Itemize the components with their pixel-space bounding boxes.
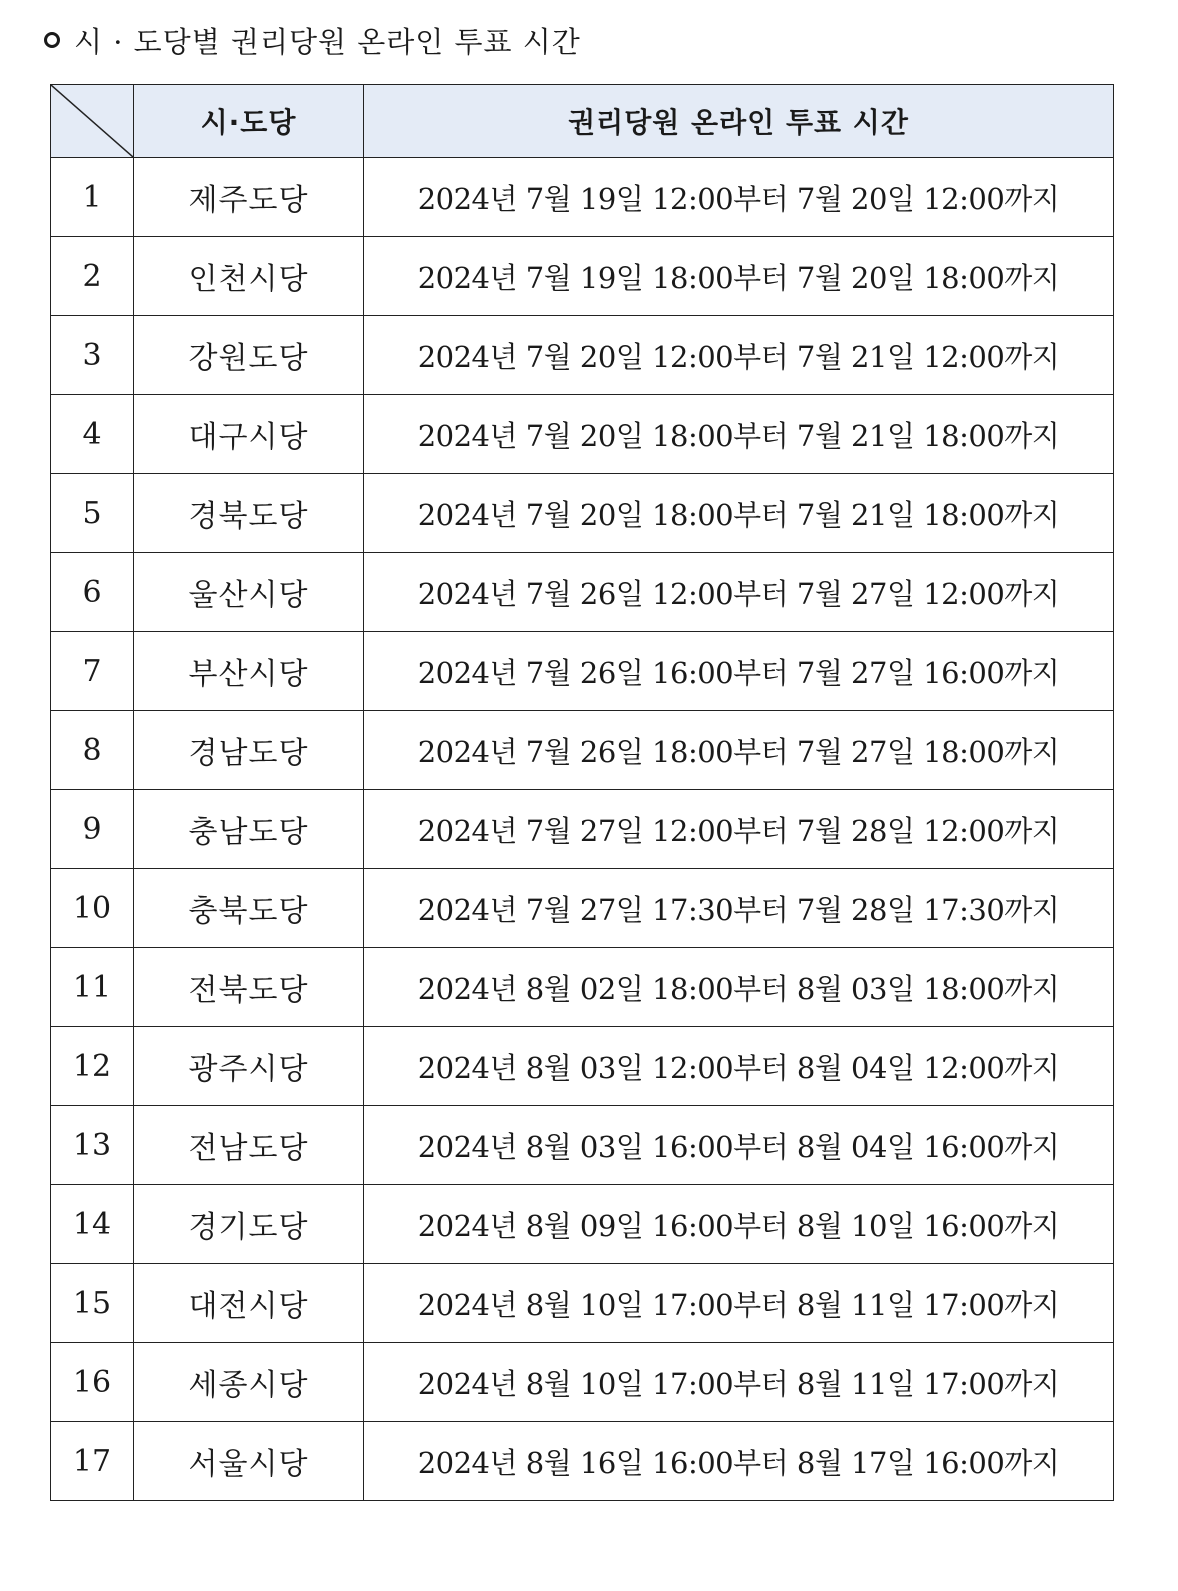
row-number: 10 xyxy=(51,869,134,948)
table-row xyxy=(51,158,1114,237)
table-row xyxy=(51,474,1114,553)
header-corner-cell xyxy=(51,85,134,158)
party-name: 부산시당 xyxy=(134,632,364,711)
row-number: 9 xyxy=(51,790,134,869)
row-number: 3 xyxy=(51,316,134,395)
voting-time: 2024년 7월 20일 18:00부터 7월 21일 18:00까지 xyxy=(364,474,1114,553)
voting-time: 2024년 7월 27일 12:00부터 7월 28일 12:00까지 xyxy=(364,790,1114,869)
row-number: 13 xyxy=(51,1106,134,1185)
party-name: 세종시당 xyxy=(134,1343,364,1422)
table-row xyxy=(51,1422,1114,1501)
party-name: 인천시당 xyxy=(134,237,364,316)
voting-time: 2024년 8월 10일 17:00부터 8월 11일 17:00까지 xyxy=(364,1343,1114,1422)
voting-time: 2024년 7월 19일 18:00부터 7월 20일 18:00까지 xyxy=(364,237,1114,316)
party-name: 경남도당 xyxy=(134,711,364,790)
voting-schedule-table xyxy=(50,84,1114,1501)
header-party: 시·도당 xyxy=(134,85,364,158)
party-name: 서울시당 xyxy=(134,1422,364,1501)
voting-time: 2024년 8월 03일 16:00부터 8월 04일 16:00까지 xyxy=(364,1106,1114,1185)
row-number: 1 xyxy=(51,158,134,237)
table-row xyxy=(51,632,1114,711)
header-row xyxy=(51,85,1114,158)
party-name: 경북도당 xyxy=(134,474,364,553)
row-number: 5 xyxy=(51,474,134,553)
table-row xyxy=(51,237,1114,316)
voting-time: 2024년 7월 20일 18:00부터 7월 21일 18:00까지 xyxy=(364,395,1114,474)
party-name: 광주시당 xyxy=(134,1027,364,1106)
party-name: 대전시당 xyxy=(134,1264,364,1343)
diagonal-line-icon xyxy=(51,85,133,157)
row-number: 8 xyxy=(51,711,134,790)
table-row xyxy=(51,316,1114,395)
party-name: 전남도당 xyxy=(134,1106,364,1185)
party-name: 충북도당 xyxy=(134,869,364,948)
table-row xyxy=(51,1185,1114,1264)
row-number: 11 xyxy=(51,948,134,1027)
table-row xyxy=(51,790,1114,869)
table-body xyxy=(51,158,1114,1501)
table-row xyxy=(51,553,1114,632)
row-number: 7 xyxy=(51,632,134,711)
row-number: 6 xyxy=(51,553,134,632)
party-name: 전북도당 xyxy=(134,948,364,1027)
voting-time: 2024년 7월 26일 12:00부터 7월 27일 12:00까지 xyxy=(364,553,1114,632)
party-name: 경기도당 xyxy=(134,1185,364,1264)
voting-time: 2024년 8월 09일 16:00부터 8월 10일 16:00까지 xyxy=(364,1185,1114,1264)
party-name: 대구시당 xyxy=(134,395,364,474)
row-number: 15 xyxy=(51,1264,134,1343)
table-row xyxy=(51,1106,1114,1185)
row-number: 17 xyxy=(51,1422,134,1501)
table-row xyxy=(51,395,1114,474)
party-name: 강원도당 xyxy=(134,316,364,395)
party-name: 제주도당 xyxy=(134,158,364,237)
row-number: 12 xyxy=(51,1027,134,1106)
voting-time: 2024년 7월 26일 18:00부터 7월 27일 18:00까지 xyxy=(364,711,1114,790)
voting-time: 2024년 7월 26일 16:00부터 7월 27일 16:00까지 xyxy=(364,632,1114,711)
section-heading xyxy=(44,18,581,62)
table-row xyxy=(51,869,1114,948)
table-row xyxy=(51,948,1114,1027)
heading-text: 시 · 도당별 권리당원 온라인 투표 시간 xyxy=(74,24,581,59)
voting-time: 2024년 7월 19일 12:00부터 7월 20일 12:00까지 xyxy=(364,158,1114,237)
party-name: 울산시당 xyxy=(134,553,364,632)
row-number: 16 xyxy=(51,1343,134,1422)
table-header xyxy=(51,85,1114,158)
table-row xyxy=(51,1343,1114,1422)
voting-time: 2024년 8월 02일 18:00부터 8월 03일 18:00까지 xyxy=(364,948,1114,1027)
party-name: 충남도당 xyxy=(134,790,364,869)
header-voting-time: 권리당원 온라인 투표 시간 xyxy=(364,85,1114,158)
table-row xyxy=(51,1027,1114,1106)
circle-bullet-icon xyxy=(44,32,60,48)
table-row xyxy=(51,711,1114,790)
row-number: 14 xyxy=(51,1185,134,1264)
row-number: 4 xyxy=(51,395,134,474)
voting-time: 2024년 8월 03일 12:00부터 8월 04일 12:00까지 xyxy=(364,1027,1114,1106)
voting-time: 2024년 7월 20일 12:00부터 7월 21일 12:00까지 xyxy=(364,316,1114,395)
row-number: 2 xyxy=(51,237,134,316)
voting-time: 2024년 8월 10일 17:00부터 8월 11일 17:00까지 xyxy=(364,1264,1114,1343)
voting-time: 2024년 8월 16일 16:00부터 8월 17일 16:00까지 xyxy=(364,1422,1114,1501)
voting-time: 2024년 7월 27일 17:30부터 7월 28일 17:30까지 xyxy=(364,869,1114,948)
table-row xyxy=(51,1264,1114,1343)
